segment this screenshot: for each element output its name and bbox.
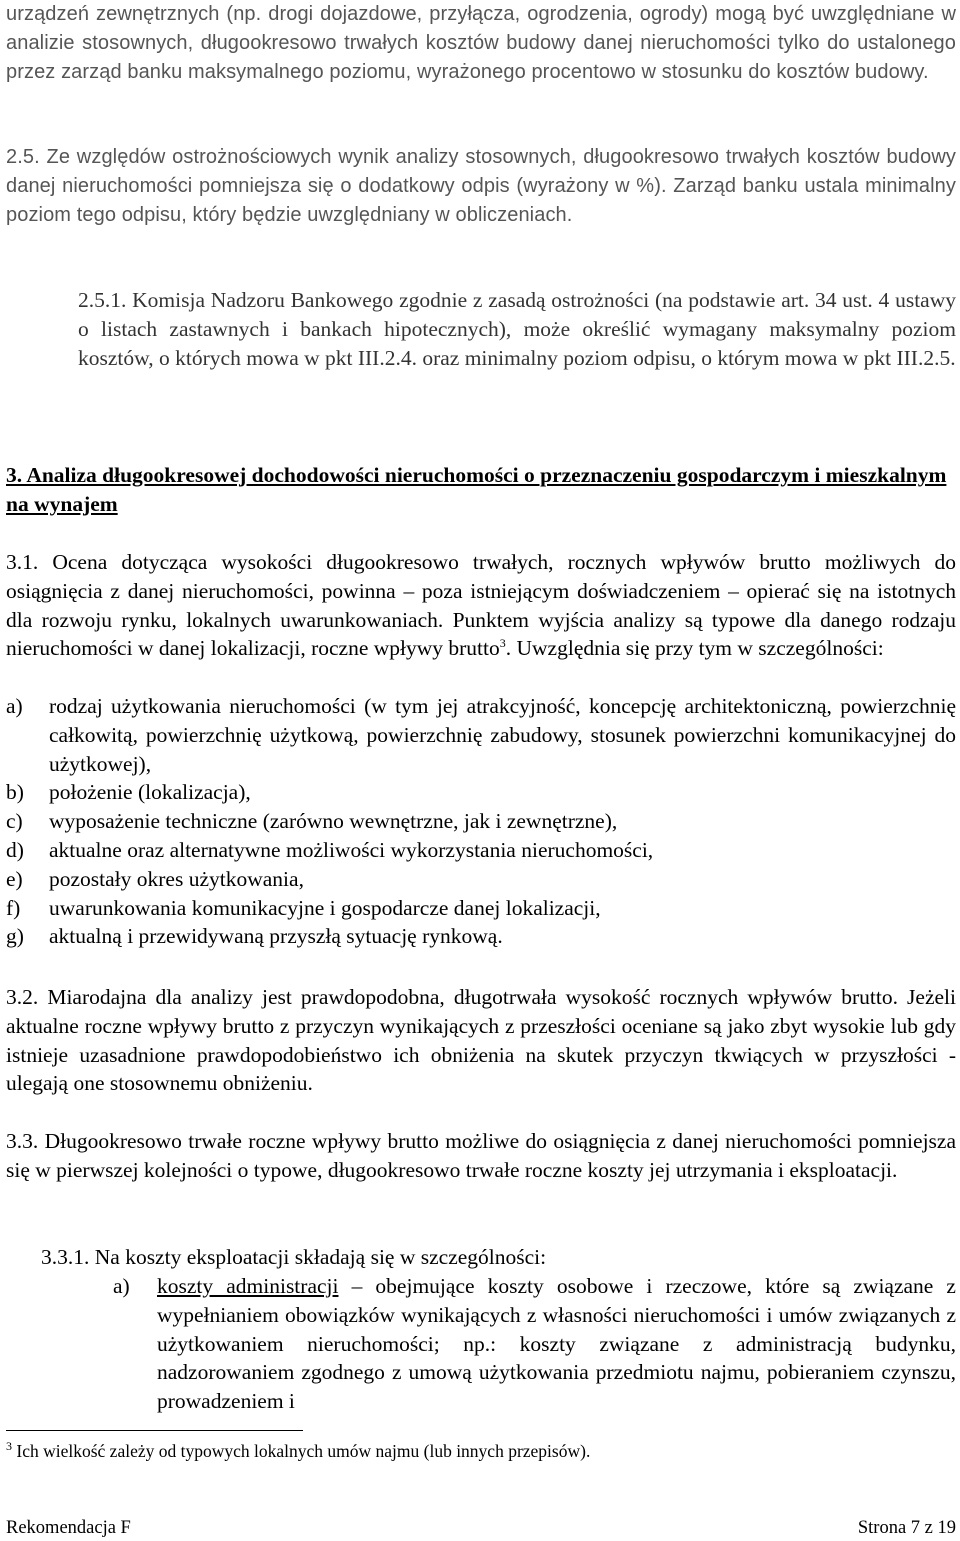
list-item: c) wyposażenie techniczne (zarówno wewnętrzne, jak i zewnętrzne), — [6, 809, 618, 834]
paragraph-3-1-text: 3.1. Ocena dotycząca wysokości długookresowo trwałych, rocznych wpływów brutto możliwych do osiągnięcia z danej nieruchomości, powinna – poza istniejącym doświadczeniem – opierać się na istotnych dla rozwoju rynku, lokalnych uwarunkowaniach. Punktem wyjścia analizy są typowe dla danego rodzaju nieruchomości w danej lokalizacji, roczne wpływy brutto — [6, 550, 956, 661]
cost-item-a — [113, 1272, 956, 1416]
page-footer — [6, 1517, 956, 1539]
cost-item-a-label: a) — [113, 1274, 130, 1298]
list-item: a) rodzaj użytkowania nieruchomości (w tym jej atrakcyjność, koncepcję architektoniczną, powierzchnię całkowitą, powierzchnię użytkową, powierzchnię zabudowy, stosunek powierzchni komunikacyjnej do użytkowej), — [6, 694, 956, 776]
footnote — [6, 1440, 946, 1462]
footer-page-number: Strona 7 z 19 — [857, 1518, 956, 1538]
paragraph-2-5: 2.5. Ze względów ostrożnościowych wynik analizy stosownych, długookresowo trwałych kosztów budowy danej nieruchomości pomniejsza się o dodatkowy odpis (wyrażony w %). Zarząd banku ustala minimalny poziom tego odpisu, który będzie uwzględniany w obliczeniach. — [6, 146, 956, 226]
paragraph-3-1 — [6, 548, 956, 663]
list-item: f) uwarunkowania komunikacyjne i gospodarcze danej lokalizacji, — [6, 895, 601, 920]
paragraph-3-1-tail: . Uwzględnia się przy tym w szczególności: — [505, 636, 884, 661]
list-item: g) aktualną i przewidywaną przyszłą sytuację rynkową. — [6, 924, 503, 949]
criteria-list — [6, 692, 956, 951]
list-item: e) pozostały okres użytkowania, — [6, 866, 304, 891]
paragraph-3-3: 3.3. Długookresowo trwałe roczne wpływy brutto możliwe do osiągnięcia z danej nieruchomości pomniejsza się w pierwszej kolejności o typowe, długookresowo trwałe roczne koszty jej utrzymania i eksploatacji. — [6, 1129, 956, 1182]
paragraph-3-2: 3.2. Miarodajna dla analizy jest prawdopodobna, długotrwała wysokość rocznych wpływów brutto. Jeżeli aktualne roczne wpływy brutto z przyczyn wynikających z przeszłości oceniane są jako zbyt wysokie lub gdy istnieje uzasadnione prawdopodobieństwo ich obniżenia na skutek przyczyn tkwiących w przyszłości - ulegają one stosownemu obniżeniu. — [6, 985, 956, 1096]
cost-item-a-term: koszty administracji — [157, 1274, 339, 1298]
footnote-number: 3 — [6, 1439, 12, 1454]
footnote-text: Ich wielkość zależy od typowych lokalnych umów najmu (lub innych przepisów). — [12, 1441, 591, 1461]
footer-document-name: Rekomendacja F — [6, 1518, 131, 1538]
paragraph-3-3-1: 3.3.1. Na koszty eksploatacji składają się w szczególności: — [41, 1245, 547, 1269]
footnote-divider — [6, 1430, 303, 1431]
paragraph-2-5-1: 2.5.1. Komisja Nadzoru Bankowego zgodnie z zasadą ostrożności (na podstawie art. 34 ust. 4 ustawy o listach zastawnych i bankach hipotecznych), może określić wymagany maksymalny poziom kosztów, o których mowa w pkt III.2.4. oraz minimalny poziom odpisu, o którym mowa w pkt III.2.5. — [78, 288, 956, 370]
footnote-reference[interactable]: 3 — [499, 636, 506, 651]
section-3-heading: 3. Analiza długookresowej dochodowości nieruchomości o przeznaczeniu gospodarczym i mieszkalnym na wynajem — [6, 463, 947, 516]
cost-item-a-text: koszty administracji – obejmujące koszty osobowe i rzeczowe, które są związane z wypełnianiem obowiązków wynikających z własności nieruchomości i umów związanych z użytkowaniem nieruchomości; np.: koszty związane z administracją budynku, nadzorowaniem zgodnego z umową użytkowania przedmiotu najmu, pobieraniem czynszu, prowadzeniem i — [157, 1274, 956, 1414]
list-item: d) aktualne oraz alternatywne możliwości wykorzystania nieruchomości, — [6, 837, 654, 862]
list-item: b) położenie (lokalizacja), — [6, 780, 251, 805]
paragraph-intro: urządzeń zewnętrznych (np. drogi dojazdowe, przyłącza, ogrodzenia, ogrody) mogą być uwzględniane w analizie stosownych, długookresowo trwałych kosztów budowy danej nieruchomości tylko do ustalonego przez zarząd banku maksymalnego poziomu, wyrażonego procentowo w stosunku do kosztów budowy. — [6, 3, 956, 83]
